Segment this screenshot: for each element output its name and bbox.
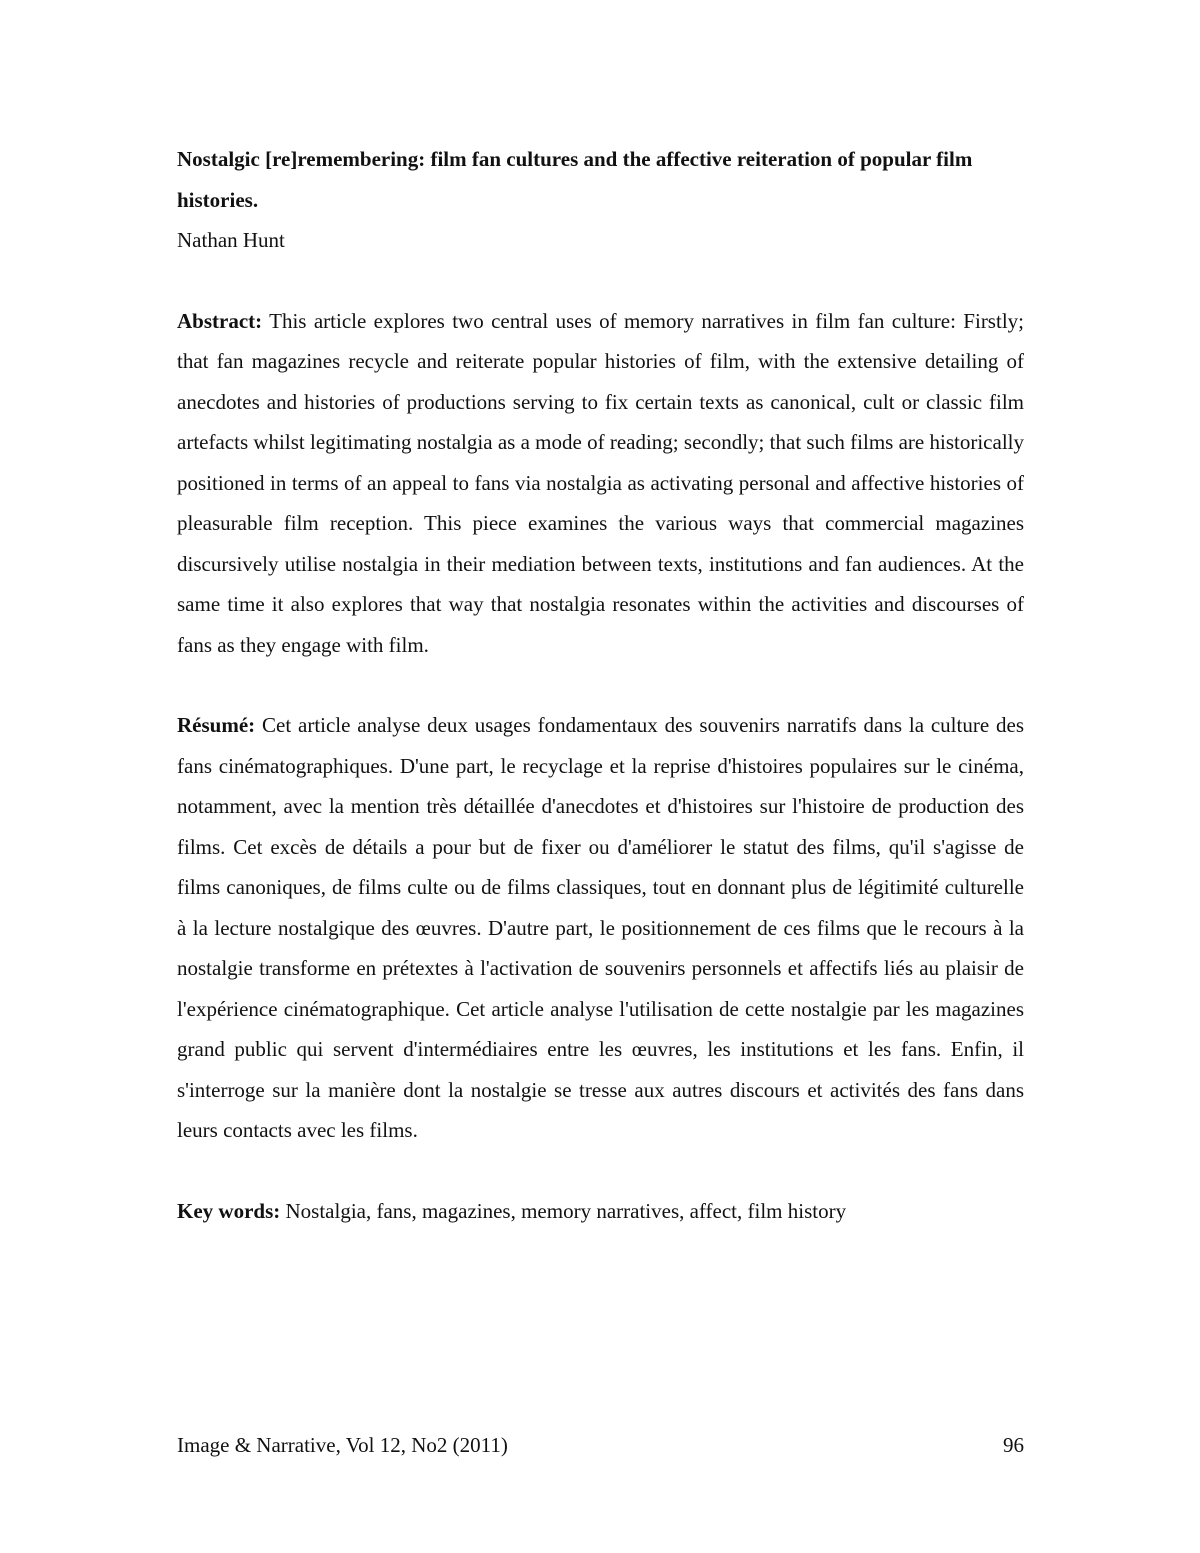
abstract-text: This article explores two central uses of memory narratives in film fan culture: Firstly; that fan magazines recycle and reiterate popular histories of film, with the extensive detailing of anecdotes and histories of productions serving to fix certain texts as canonical, cult or classic film artefacts whilst legitimating nostalgia as a mode of reading; secondly; that such films are historically positioned in terms of an appeal to fans via nostalgia as activating personal and affective histories of pleasurable film reception. This piece examines the various ways that commercial magazines discursively utilise nostalgia in their mediation between texts, institutions and fan audiences. At the same time it also explores that way that nostalgia resonates within the activities and discourses of fans as they engage with film. bbox=[177, 308, 1024, 657]
keywords-paragraph bbox=[177, 1191, 1024, 1232]
spacer bbox=[177, 261, 1024, 301]
article-title: Nostalgic [re]remembering: film fan cultures and the affective reiteration of popular film histories. bbox=[177, 147, 973, 212]
abstract-paragraph bbox=[177, 301, 1024, 666]
article-author: Nathan Hunt bbox=[177, 228, 285, 252]
page-number: 96 bbox=[1003, 1433, 1024, 1457]
resume-paragraph bbox=[177, 705, 1024, 1151]
keywords-text: Nostalgia, fans, magazines, memory narratives, affect, film history bbox=[285, 1198, 847, 1223]
resume-label: Résumé: bbox=[177, 713, 256, 737]
keywords-label: Key words: bbox=[177, 1198, 281, 1223]
article-body bbox=[177, 139, 1024, 1231]
page-footer bbox=[177, 1425, 1024, 1465]
journal-citation: Image & Narrative, Vol 12, No2 (2011) bbox=[177, 1433, 508, 1457]
spacer bbox=[177, 1151, 1024, 1191]
resume-text: Cet article analyse deux usages fondamentaux des souvenirs narratifs dans la culture des fans cinématographiques. D'une part, le recyclage et la reprise d'histoires populaires sur le cinéma, notamment, avec la mention très détaillée d'anecdotes et d'histoires sur l'histoire de production des films. Cet excès de détails a pour but de fixer ou d'améliorer le statut des films, qu'il s'agisse de films canoniques, de films culte ou de films classiques, tout en donnant plus de légitimité culturelle à la lecture nostalgique des œuvres. D'autre part, le positionnement de ces films que le recours à la nostalgie transforme en prétextes à l'activation de souvenirs personnels et affectifs liés au plaisir de l'expérience cinématographique. Cet article analyse l'utilisation de cette nostalgie par les magazines grand public qui servent d'intermédiaires entre les œuvres, les institutions et les fans. Enfin, il s'interroge sur la manière dont la nostalgie se tresse aux autres discours et activités des fans dans leurs contacts avec les films. bbox=[177, 713, 1024, 1142]
abstract-label: Abstract: bbox=[177, 308, 263, 333]
spacer bbox=[177, 665, 1024, 705]
